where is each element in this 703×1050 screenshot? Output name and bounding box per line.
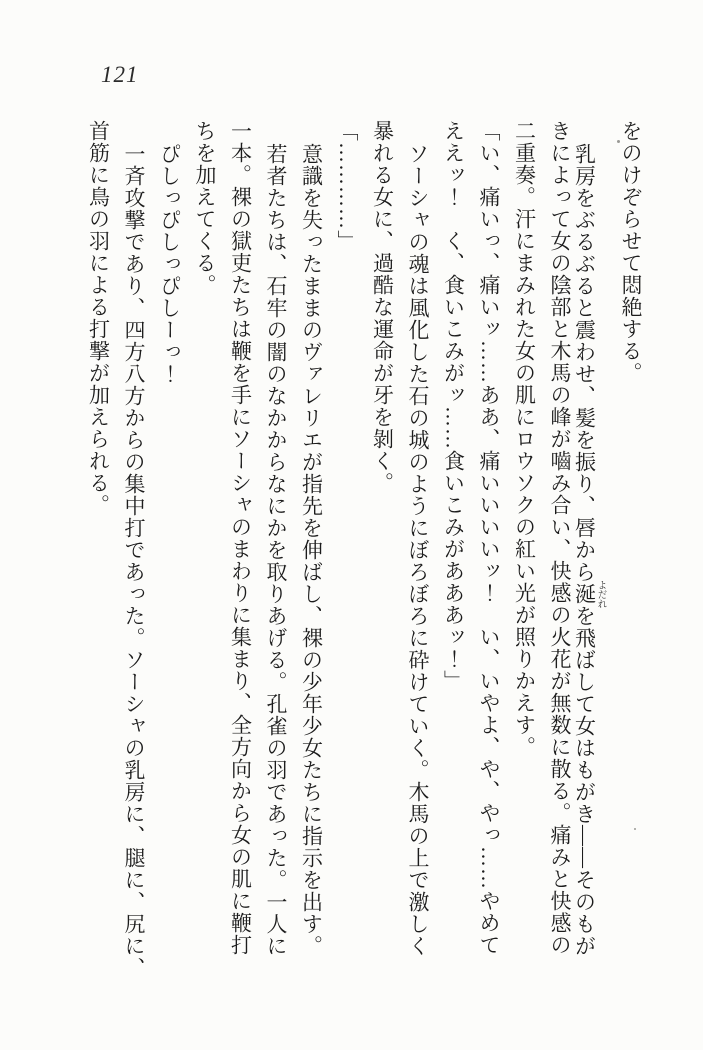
text-line: 「い、痛いっ、痛いッ……ああ、痛いいいいッ！ い、いやよ、や、やっ……やめて [477, 120, 501, 956]
vertical-text-block [73, 120, 641, 982]
line-segment: 乳房をぶるぶると震わせ、髪を振り、唇から [572, 143, 597, 583]
line-segment: を飛ばして女はもがき――そのもが [572, 605, 597, 957]
text-line: 暴れる女に、過酷な運命が牙を剝く。 [370, 120, 395, 494]
text-line: ちを加えてくる。 [193, 120, 217, 296]
text-line: 「…………」 [335, 120, 359, 252]
text-line: をのけぞらせて悶絶する。 [619, 120, 643, 384]
text-line: 一斉攻撃であり、四方八方からの集中打であった。ソーシャの乳房に、腿に、尻に、 [122, 143, 146, 979]
ruby-base: 涎 [572, 579, 597, 609]
text-line [572, 120, 606, 982]
text-line: ソーシャの魂は風化した石の城のようにぼろぼろに砕けていく。木馬の上で激しく [406, 143, 430, 957]
text-line: きによって女の陰部と木馬の峰が嚙み合い、快感の火花が無数に散る。痛みと快感の [548, 120, 572, 956]
text-line: 意識を失ったままのヴァレリエが指先を伸ばし、裸の少年少女たちに指示を出す。 [299, 143, 324, 957]
text-line: 二重奏。汗にまみれた女の肌にロウソクの紅い光が照りかえす。 [512, 120, 537, 758]
text-line: 若者たちは、石牢の闇のなかからなにかを取りあげる。孔雀の羽であった。一人に [264, 143, 288, 957]
text-line: 一本。裸の獄吏たちは鞭を手にソーシャのまわりに集まり、全方向から女の肌に鞭打 [228, 120, 253, 956]
ruby-furigana: よだれ [595, 579, 606, 609]
text-line: 首筋に鳥の羽による打撃が加えられる。 [86, 120, 111, 516]
text-line: ええッ！ く、食いこみがッ……食いこみがあああッ！」 [441, 120, 466, 692]
text-line: ぴしっぴしっぴしーっ！ [157, 143, 182, 385]
ruby-annotation [572, 579, 606, 609]
page-number: 121 [101, 62, 139, 87]
